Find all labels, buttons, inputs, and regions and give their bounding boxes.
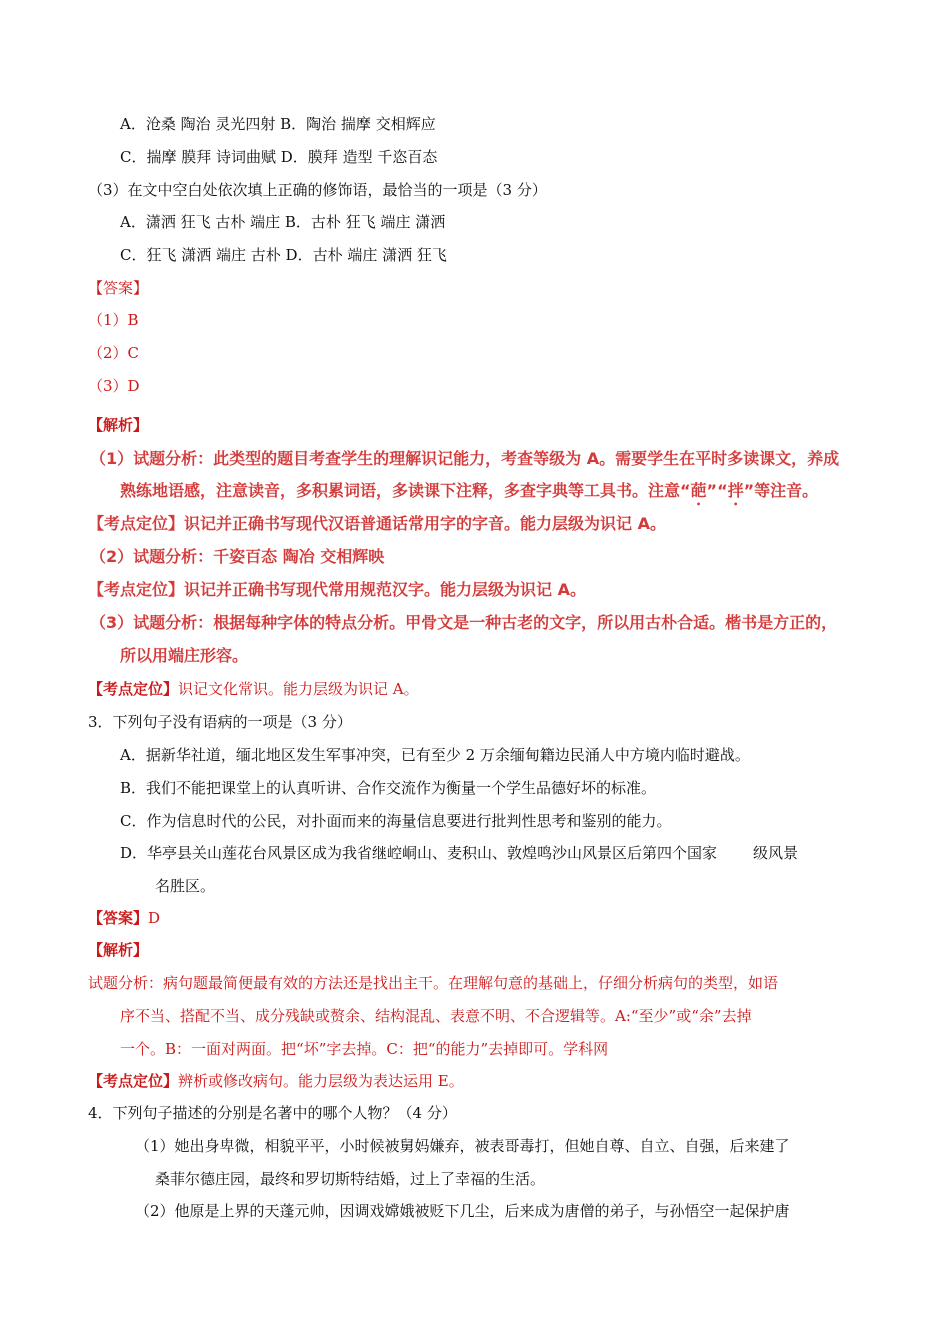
q3-answer-tag: 【答案】 [88,909,149,927]
quote-sep: ”“ [706,481,728,500]
kaodian-3-text: 识记文化常识。能力层级为识记 A。 [178,680,419,698]
q2-option-line-2: C．揣摩 膜拜 诗词曲赋 D．膜拜 造型 千恣百态 [120,148,438,166]
dotted-char-2: 拌 [727,481,744,500]
q3-analysis-label: 【解析】 [88,941,149,959]
kaodian-1: 【考点定位】识记并正确书写现代汉语普通话常用字的字音。能力层级为识记 A。 [88,514,666,533]
q3-option-d-end: 级风景 [753,844,799,862]
q4-item-1-line-2: 桑菲尔德庄园，最终和罗切斯特结婚，过上了幸福的生活。 [155,1170,546,1188]
q3-analysis-line-1: 试题分析：病句题最简便最有效的方法还是找出主干。在理解句意的基础上，仔细分析病句的类型，如语 [88,974,779,992]
kaodian-3-tag: 【考点定位】 [88,680,179,698]
q2-option-line-1: A．沧桑 陶治 灵光四射 B．陶治 揣摩 交相辉应 [120,115,436,133]
dotted-char-1: 葩 [690,481,707,500]
q4-item-1-line-1: （1）她出身卑微，相貌平平，小时候被舅妈嫌弃，被表哥毒打，但她自尊、自立、自强，后来建了 [135,1137,790,1155]
q3-option-d-line-2: 名胜区。 [155,877,216,895]
q3-answer [88,908,160,928]
kaodian-2: 【考点定位】识记并正确书写现代常用规范汉字。能力层级为识记 A。 [88,580,586,599]
q3-kaodian-text: 辨析或修改病句。能力层级为表达运用 E。 [178,1072,464,1090]
q3-stem: 3．下列句子没有语病的一项是（3 分） [88,713,352,731]
analysis-1-line-2-a: 熟练地语感，注意读音，多积累词语，多读课下注释，多查字典等工具书。注意“ [120,481,691,500]
q3-kaodian-tag: 【考点定位】 [88,1072,179,1090]
analysis-1-line-2 [120,481,818,509]
analysis-label: 【解析】 [88,416,149,434]
q3-analysis-line-2: 序不当、搭配不当、成分残缺或赘余、结构混乱、表意不明、不合逻辑等。A:“至少”或“余”去掉 [120,1007,752,1025]
q2-3-stem: （3）在文中空白处依次填上正确的修饰语，最恰当的一项是（3 分） [88,181,547,199]
q3-kaodian [88,1071,464,1091]
q2-3-option-line-1: A．潇洒 狂飞 古朴 端庄 B．古朴 狂飞 端庄 潇洒 [120,213,446,231]
analysis-3-line-2: 所以用端庄形容。 [120,646,249,665]
q3-option-c: C．作为信息时代的公民，对扑面而来的海量信息要进行批判性思考和鉴别的能力。 [120,812,672,830]
q3-option-a: A．据新华社道，缅北地区发生军事冲突，已有至少 2 万余缅甸籍边民涌人中方境内临时避战。 [120,746,750,764]
kaodian-3 [88,679,419,699]
answer-3: （3）D [88,377,140,395]
q3-answer-value: D [148,909,161,927]
answer-label: 【答案】 [88,279,149,297]
q4-item-2-line-1: （2）他原是上界的天蓬元帅，因调戏嫦娥被贬下几尘，后来成为唐僧的弟子，与孙悟空一起保护唐 [135,1202,790,1220]
answer-2: （2）C [88,344,140,362]
q4-stem: 4．下列句子描述的分别是名著中的哪个人物？（4 分） [88,1104,457,1122]
q2-3-option-line-2: C．狂飞 潇洒 端庄 古朴 D．古朴 端庄 潇洒 狂飞 [120,246,447,264]
analysis-1-line-1: （1）试题分析：此类型的题目考查学生的理解识记能力，考查等级为 A。需要学生在平时多读课文，养成 [90,449,840,468]
answer-1: （1）B [88,311,139,329]
q3-option-d-line-1 [120,843,798,863]
q3-option-d-text: D．华亭县关山莲花台风景区成为我省继崆峒山、麦积山、敦煌鸣沙山风景区后第四个国家 [120,844,718,862]
q3-option-b: B．我们不能把课堂上的认真听讲、合作交流作为衡量一个学生品德好坏的标准。 [120,779,657,797]
analysis-2: （2）试题分析：千姿百态 陶冶 交相辉映 [90,547,385,566]
analysis-3-line-1: （3）试题分析：根据每种字体的特点分析。甲骨文是一种古老的文字，所以用古朴合适。楷书是方正的， [90,613,838,632]
q3-analysis-line-3: 一个。B：一面对两面。把“坏”字去掉。C：把“的能力”去掉即可。学科网 [120,1040,609,1058]
analysis-1-line-2-b: ”等注音。 [743,481,819,500]
